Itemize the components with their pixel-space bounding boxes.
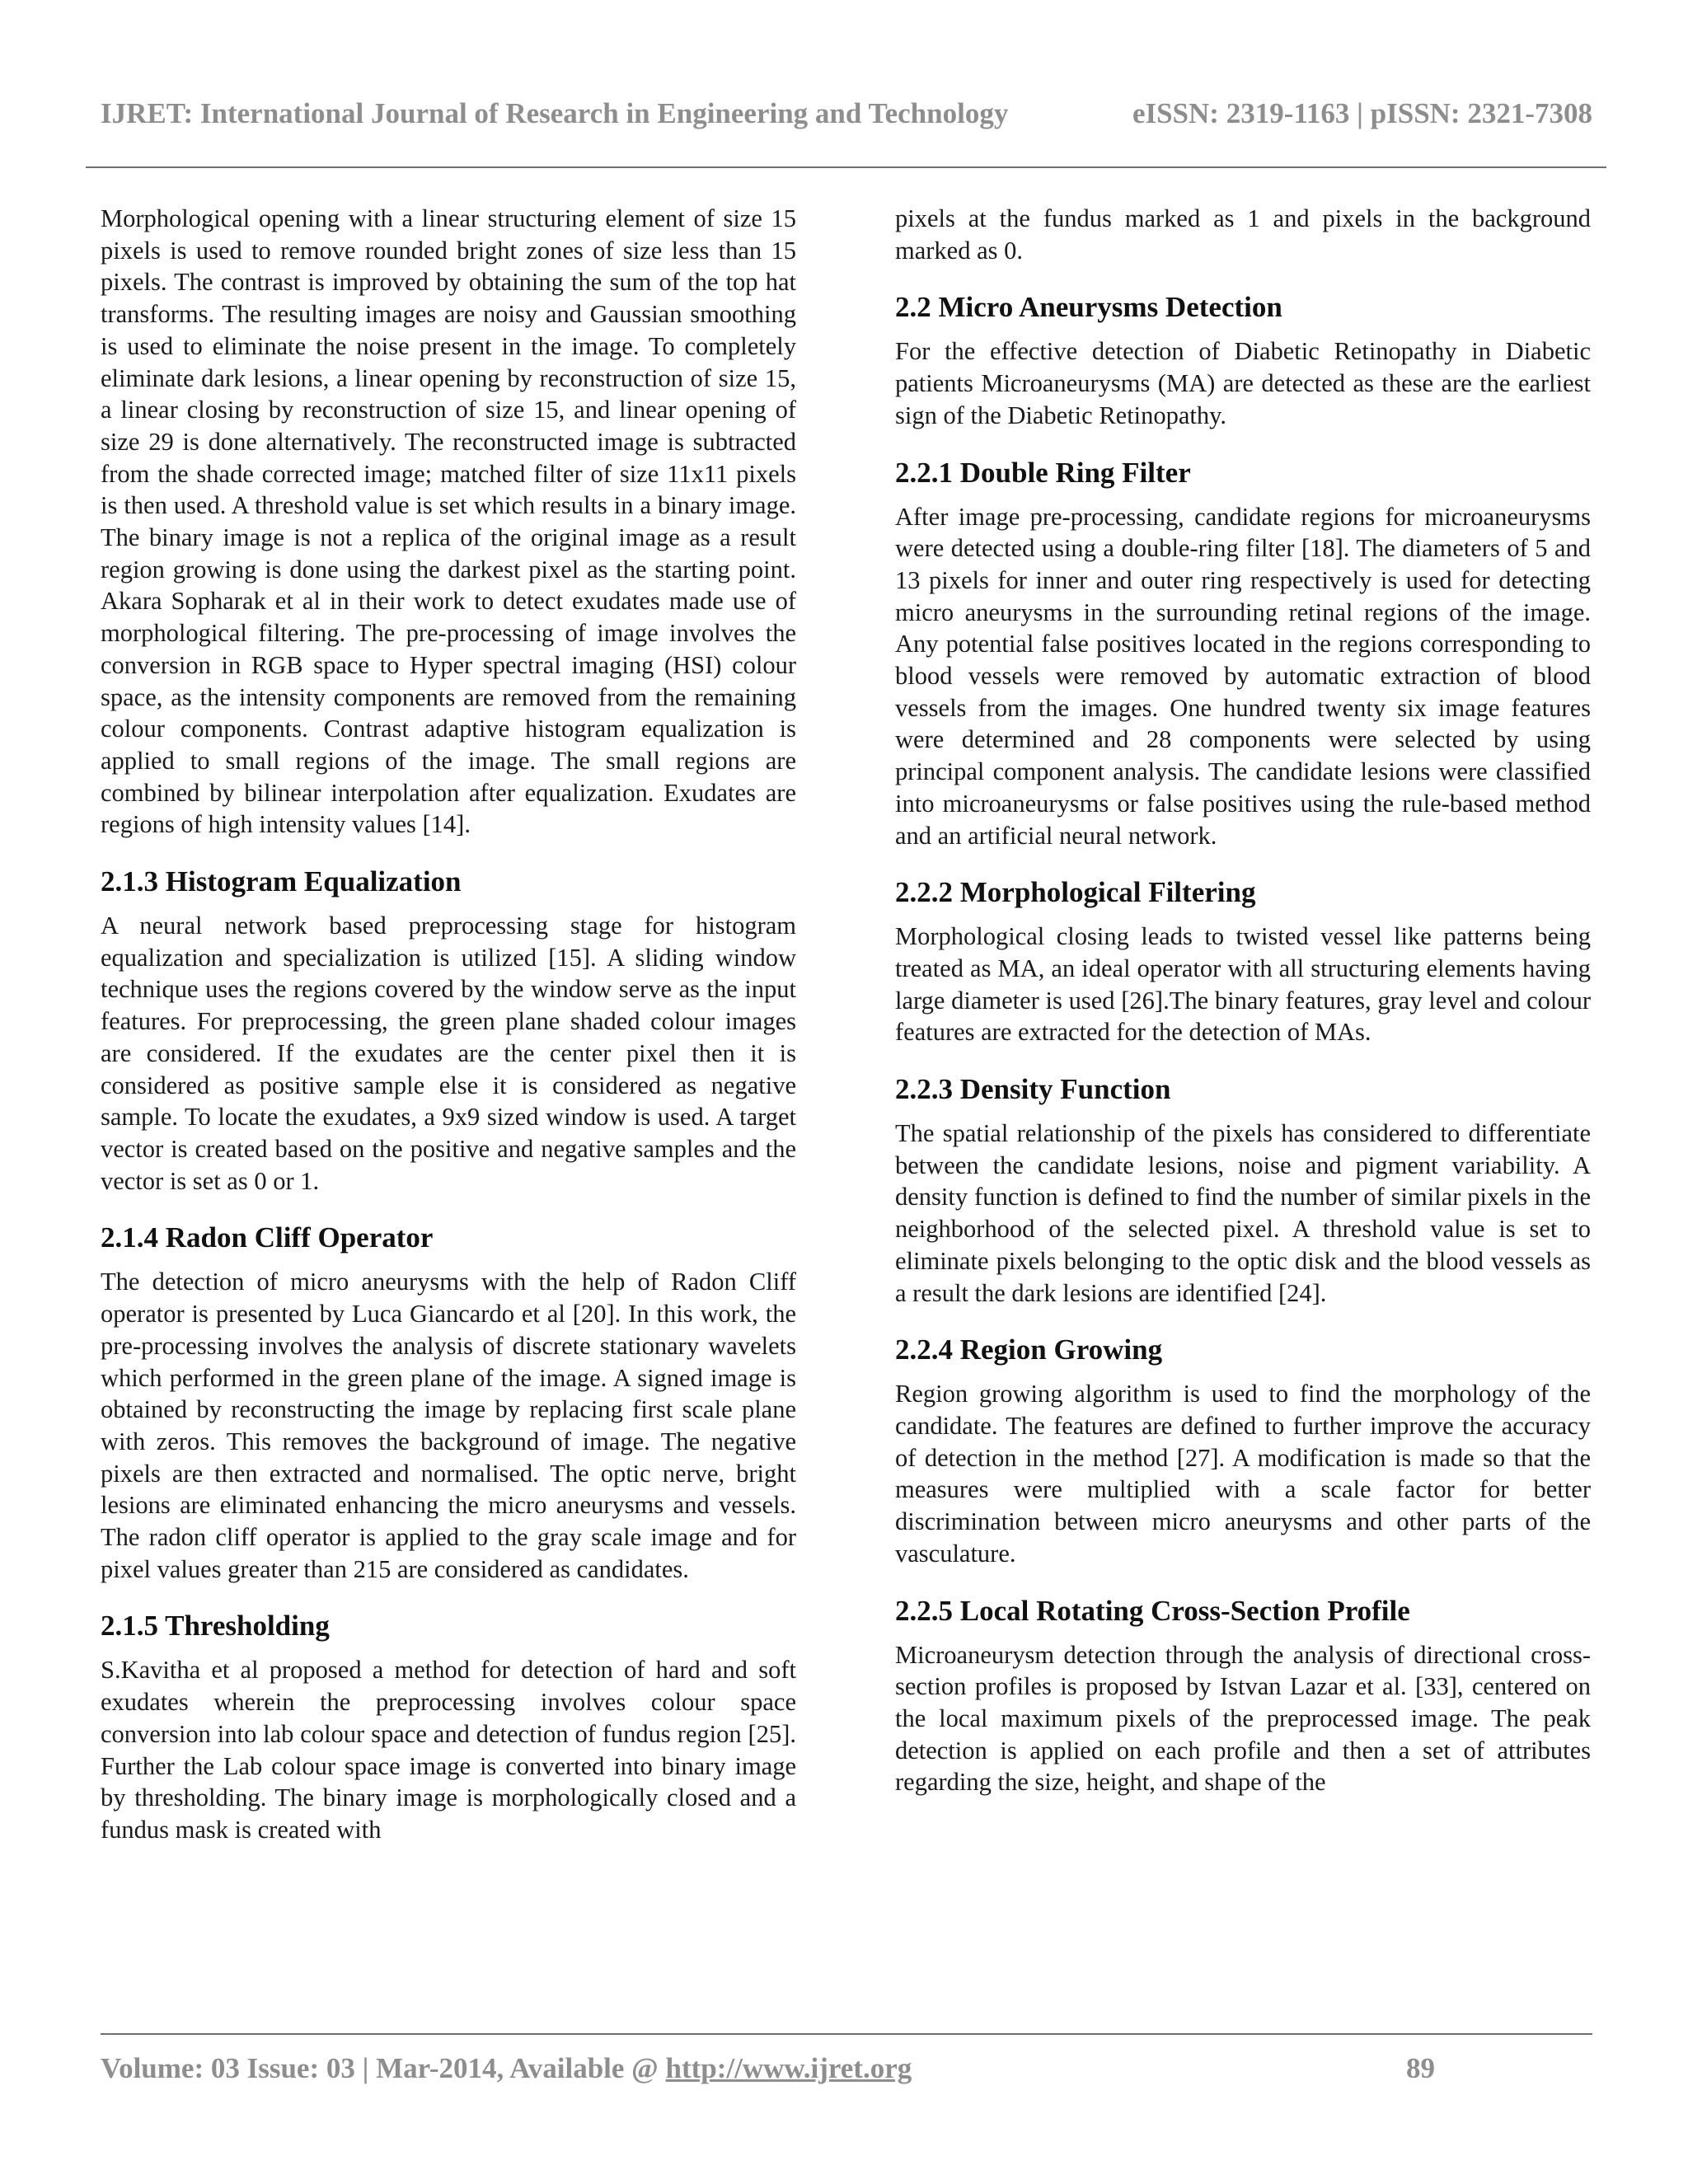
footer-divider — [101, 2033, 1592, 2035]
heading-density-function: 2.2.3 Density Function — [895, 1073, 1171, 1106]
paragraph-fundus-continuation: pixels at the fundus marked as 1 and pixels in the background marked as 0. — [895, 204, 1591, 265]
paragraph-double-ring-filter: After image pre-processing, candidate regions for microaneurysms were detected using a double-ring filter [18]. The diameters of 5 and 13 pixels for inner and outer ring respectively is used for detecting micro aneurysms in the surrounding retinal regions of the image. Any potential false positives located in the regions corresponding to blood vessels were removed by automatic extraction of blood vessels from the images. One hundred twenty six image features were determined and 28 components were selected by using principal component analysis. The candidate lesions were classified into microaneurysms or false positives using the rule-based method and an artificial neural network. — [895, 502, 1591, 850]
paragraph-density-function: The spatial relationship of the pixels has considered to differentiate between the candidate lesions, noise and pigment variability. A density function is defined to find the number of similar pixels in the neighborhood of the selected pixel. A threshold value is set to eliminate pixels belonging to the optic disk and the blood vessels as a result the dark lesions are identified [24]. — [895, 1119, 1591, 1307]
paragraph-morphological-opening: Morphological opening with a linear structuring element of size 15 pixels is used to remove rounded bright zones of size less than 15 pixels. The contrast is improved by obtaining the sum of the top hat transforms. The resulting images are noisy and Gaussian smoothing is used to eliminate the noise present in the image. To completely eliminate dark lesions, a linear opening by reconstruction of size 15, a linear closing by reconstruction of size 15, and linear opening of size 29 is done alternatively. The reconstructed image is subtracted from the shade corrected image; matched filter of size 11x11 pixels is then used. A threshold value is set which results in a binary image. The binary image is not a replica of the original image as a result region growing is done using the darkest pixel as the starting point. Akara Sopharak et al in their work to detect exudates made use of morphological filtering. The pre-processing of image involves the conversion in RGB space to Hyper spectral imaging (HSI) colour space, as the intensity components are removed from the remaining colour components. Contrast adaptive histogram equalization is applied to small regions of the image. The small regions are combined by bilinear interpolation after equalization. Exudates are regions of high intensity values [14]. — [101, 204, 796, 839]
header-divider — [86, 166, 1606, 168]
paragraph-histogram-equalization: A neural network based preprocessing stage for histogram equalization and specialization is utilized [15]. A sliding window technique uses the regions covered by the window serve as the input features. For preprocessing, the green plane shaded colour images are considered. If the exudates are the center pixel then it is considered as positive sample else it is considered as negative sample. To locate the exudates, a 9x9 sized window is used. A target vector is created based on the positive and negative samples and the vector is set as 0 or 1. — [101, 912, 796, 1195]
journal-title: IJRET: International Journal of Research in Engineering and Technology — [101, 97, 1009, 129]
heading-region-growing: 2.2.4 Region Growing — [895, 1333, 1163, 1366]
heading-histogram-equalization: 2.1.3 Histogram Equalization — [101, 865, 462, 898]
running-header — [101, 97, 1592, 130]
page-number: 89 — [1406, 2052, 1435, 2084]
paragraph-region-growing: Region growing algorithm is used to find the morphology of the candidate. The features are defined to further improve the accuracy of detection in the method [27]. A modification is made so that the measures were multiplied with a scale factor for better discrimination between micro aneurysms and other parts of the vasculature. — [895, 1380, 1591, 1568]
paragraph-thresholding: S.Kavitha et al proposed a method for detection of hard and soft exudates wherein the preprocessing involves colour space conversion into lab colour space and detection of fundus region [25]. Further the Lab colour space image is converted into binary image by thresholding. The binary image is morphologically closed and a fundus mask is created with — [101, 1656, 796, 1844]
heading-radon-cliff-operator: 2.1.4 Radon Cliff Operator — [101, 1221, 434, 1254]
paragraph-radon-cliff-operator: The detection of micro aneurysms with the help of Radon Cliff operator is presented by Luca Giancardo et al [20]. In this work, the pre-processing involves the analysis of discrete stationary wavelets which performed in the green plane of the image. A signed image is obtained by reconstructing the image by replacing first scale plane with zeros. This removes the background of image. The negative pixels are then extracted and normalised. The optic nerve, bright lesions are eliminated enhancing the micro aneurysms and vessels. The radon cliff operator is applied to the gray scale image and for pixel values greater than 215 are considered as candidates. — [101, 1268, 796, 1583]
heading-double-ring-filter: 2.2.1 Double Ring Filter — [895, 456, 1191, 489]
heading-local-rotating-cross-section-profile: 2.2.5 Local Rotating Cross-Section Profile — [895, 1594, 1410, 1627]
journal-link[interactable]: http://www.ijret.org — [665, 2052, 912, 2084]
paragraph-morphological-filtering: Morphological closing leads to twisted vessel like patterns being treated as MA, an ideal operator with all structuring elements having large diameter is used [26].The binary features, gray level and colour features are extracted for the detection of MAs. — [895, 922, 1591, 1047]
issn: eISSN: 2319-1163 | pISSN: 2321-7308 — [1132, 97, 1592, 129]
running-footer — [101, 2052, 1452, 2085]
paragraph-micro-aneurysms-detection: For the effective detection of Diabetic Retinopathy in Diabetic patients Microaneurysms (MA) are detected as these are the earliest sign of the Diabetic Retinopathy. — [895, 337, 1591, 429]
left-column — [101, 203, 796, 1846]
heading-micro-aneurysms-detection: 2.2 Micro Aneurysms Detection — [895, 291, 1282, 324]
heading-morphological-filtering: 2.2.2 Morphological Filtering — [895, 876, 1256, 909]
right-column — [895, 203, 1591, 1798]
heading-thresholding: 2.1.5 Thresholding — [101, 1610, 330, 1643]
paragraph-local-rotating-cross-section-profile: Microaneurysm detection through the analysis of directional cross-section profiles is proposed by Istvan Lazar et al. [33], centered on the local maximum pixels of the preprocessed image. The peak detection is applied on each profile and then a set of attributes regarding the size, height, and shape of the — [895, 1640, 1591, 1797]
volume-info: Volume: 03 Issue: 03 | Mar-2014, Available @ — [101, 2052, 666, 2084]
